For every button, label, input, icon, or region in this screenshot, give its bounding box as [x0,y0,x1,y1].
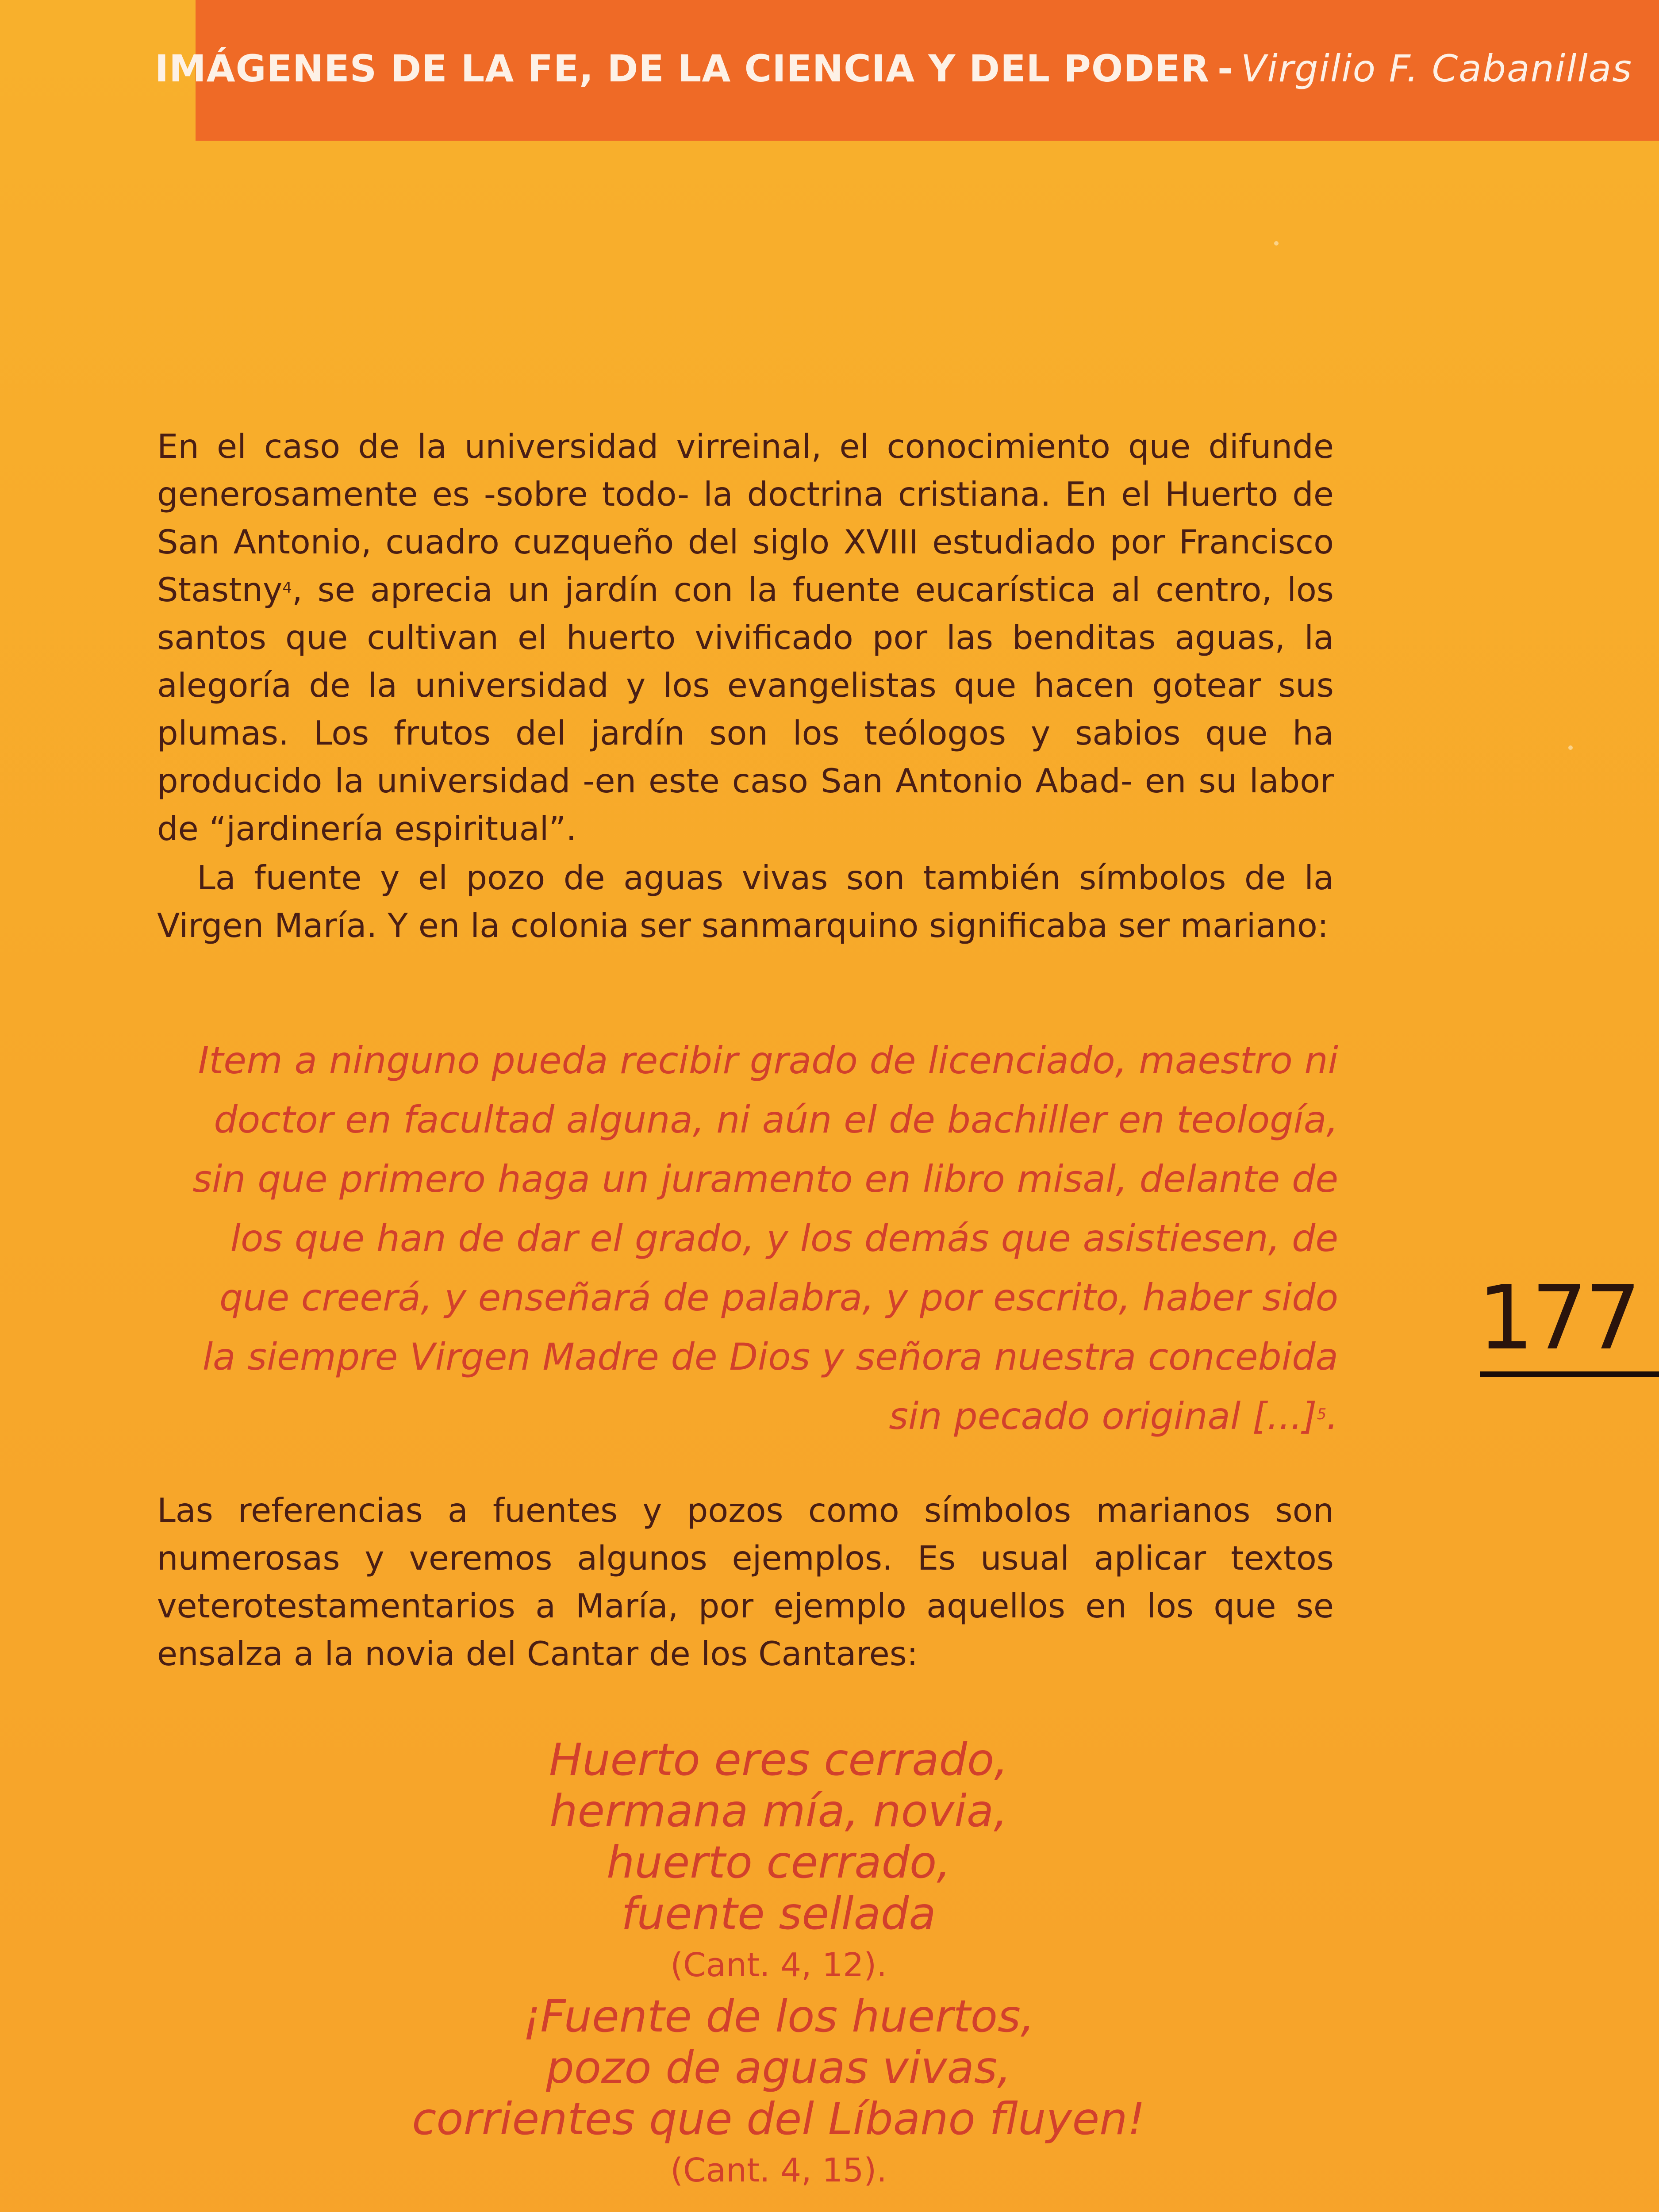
poem-line: hermana mía, novia, [549,1785,1008,1837]
block-quote-oath [175,1031,1338,1446]
running-header-author: Virgilio F. Cabanillas [1240,47,1632,90]
footnote-ref-5: 5 [1317,1406,1327,1423]
poem-citation: (Cant. 4, 12). [670,1946,887,1984]
running-header-bar [154,0,1659,141]
poem-citation: (Cant. 4, 15). [670,2151,887,2189]
paragraph-university-text-a: En el caso de la universidad virreinal, el conocimiento que difunde generosamente es -sobre todo- la doctrina cristiana. En el Huerto de San Antonio, cuadro cuzqueño del siglo XVIII estudiado por Francisco Stastny [157,427,1334,609]
block-quote-end: . [1326,1394,1338,1438]
poem-line: ¡Fuente de los huertos, [522,1990,1035,2042]
scan-speck [1568,745,1573,750]
block-quote-text: Item a ninguno pueda recibir grado de licenciado, maestro ni doctor en facultad alguna, ni aún el de bachiller en teología, sin que primero haga un juramento en libro misal, delante de los que han de dar el grado, y los demás que asistiesen, de que creerá, y enseñará de palabra, y por escrito, haber sido la siempre Virgen Madre de Dios y señora nuestra concebida sin pecado original [...] [192,1039,1338,1438]
poem-line: huerto cerrado, [606,1836,951,1888]
paragraph-fountain: La fuente y el pozo de aguas vivas son también símbolos de la Virgen María. Y en la colonia ser sanmarquino significaba ser mariano: [157,858,1334,945]
poem-line: corrientes que del Líbano fluyen! [412,2093,1145,2145]
poem-cantar [310,1734,1248,2196]
paragraph-university-text-b: , se aprecia un jardín con la fuente eucarística al centro, los santos que cultivan el huerto vivificado por las benditas aguas, la alegoría de la universidad y los evangelistas que hacen gotear sus plumas. Los frutos del jardín son los teólogos y sabios que ha producido la universidad -en este caso San Antonio Abad- en su labor de “jardinería espiritual”. [157,570,1334,848]
poem-line: pozo de aguas vivas, [546,2042,1011,2093]
paragraph-university [157,422,1334,853]
running-header [155,42,1632,95]
paragraph-marian-symbols: Las referencias a fuentes y pozos como símbolos marianos son numerosas y veremos algunos ejemplos. Es usual aplicar textos veterotestamentarios a María, por ejemplo aquellos en los que se ensalza a la novia del Cantar de los Cantares: [157,1491,1334,1673]
poem-line: Huerto eres cerrado, [549,1734,1008,1786]
poem-line: fuente sellada [621,1888,936,1939]
running-header-title: IMÁGENES DE LA FE, DE LA CIENCIA Y DEL PODER [154,47,1210,90]
scan-speck [1274,241,1279,246]
page-number: 177 [1478,1267,1639,1370]
footnote-ref-4: 4 [282,579,292,597]
page-number-rule [1480,1371,1659,1377]
running-header-separator: - [1217,47,1233,90]
